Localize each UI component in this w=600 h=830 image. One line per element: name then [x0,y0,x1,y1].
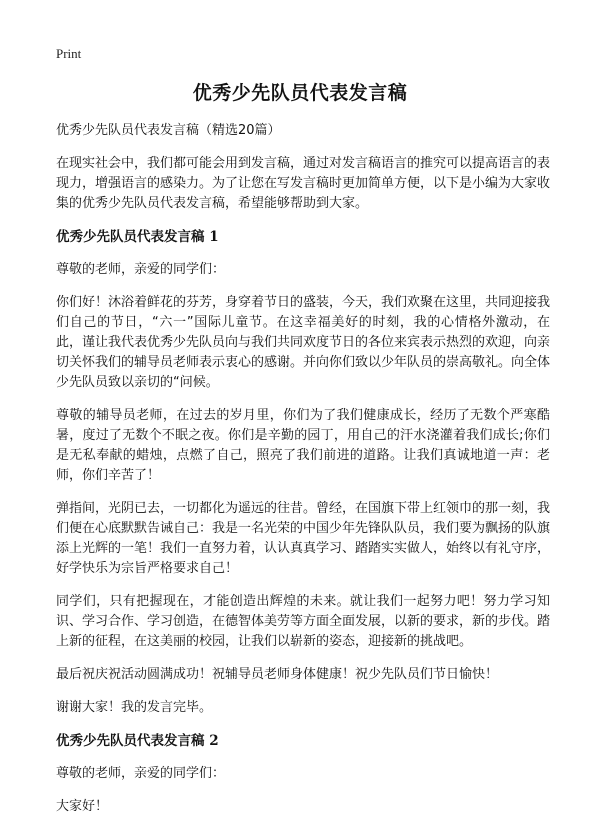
paragraph: 同学们，只有把握现在，才能创造出辉煌的未来。就让我们一起努力吧！努力学习知识、学习合作、学习创造，在德智体美劳等方面全面发展，以新的要求，新的步伐。踏上新的征程，在这美丽的校园，让我们以崭新的姿态，迎接新的挑战吧。 [56,594,551,649]
greeting-1: 尊敬的老师，亲爱的同学们： [56,262,226,277]
document-subtitle: 优秀少先队员代表发言稿（精选20篇） [56,123,281,138]
paragraph: 谢谢大家！我的发言完毕。 [56,700,213,715]
print-link[interactable]: Print [56,46,82,61]
paragraph: 弹指间，光阴已去，一切都化为遥远的往昔。曾经，在国旗下带上红领巾的那一刻，我们便在心底默默告诫自己：我是一名光荣的中国少年先锋队队员，我们要为飘扬的队旗添上光辉的一笔！我们一直努力着，认认真真学习、踏踏实实做人，始终以有礼守序，好学快乐为宗旨严格要求自己！ [56,501,551,576]
paragraph: 你们好！沐浴着鲜花的芬芳，身穿着节日的盛装，今天，我们欢聚在这里，共同迎接我们自己的节日，“六一”国际儿童节。在这幸福美好的时刻，我的心情格外激动，在此，谨让我代表优秀少先队员向与我们共同欢度节日的各位来宾表示热烈的欢迎，向亲切关怀我们的辅导员老师表示衷心的感谢。并向你们致以少年队员的崇高敬礼。向全体少先队员致以亲切的“问候。 [56,295,551,390]
greeting-2: 尊敬的老师，亲爱的同学们： [56,766,226,781]
document-body [56,122,550,830]
section-heading-1: 优秀少先队员代表发言稿 1 [56,229,219,245]
page-title: 优秀少先队员代表发言稿 [192,82,408,104]
paragraph: 尊敬的辅导员老师，在过去的岁月里，你们为了我们健康成长，经历了无数个严寒酷暑，度过了无数个不眠之夜。你们是辛勤的园丁，用自己的汗水浇灌着我们成长;你们是无私奉献的蜡烛，点燃了自己，照亮了我们前进的道路。让我们真诚地道一声：老师，你们辛苦了！ [56,408,550,483]
paragraph: 最后祝庆祝活动圆满成功！祝辅导员老师身体健康！祝少先队员们节日愉快！ [56,667,499,682]
opening-line: 大家好！ [56,799,109,814]
section-heading-2: 优秀少先队员代表发言稿 2 [56,733,219,749]
intro-paragraph: 在现实社会中，我们都可能会用到发言稿，通过对发言稿语言的推究可以提高语言的表现力，增强语言的感染力。为了让您在写发言稿时更加简单方便，以下是小编为大家收集的优秀少先队员代表发言稿，希望能够帮助到大家。 [56,156,551,211]
